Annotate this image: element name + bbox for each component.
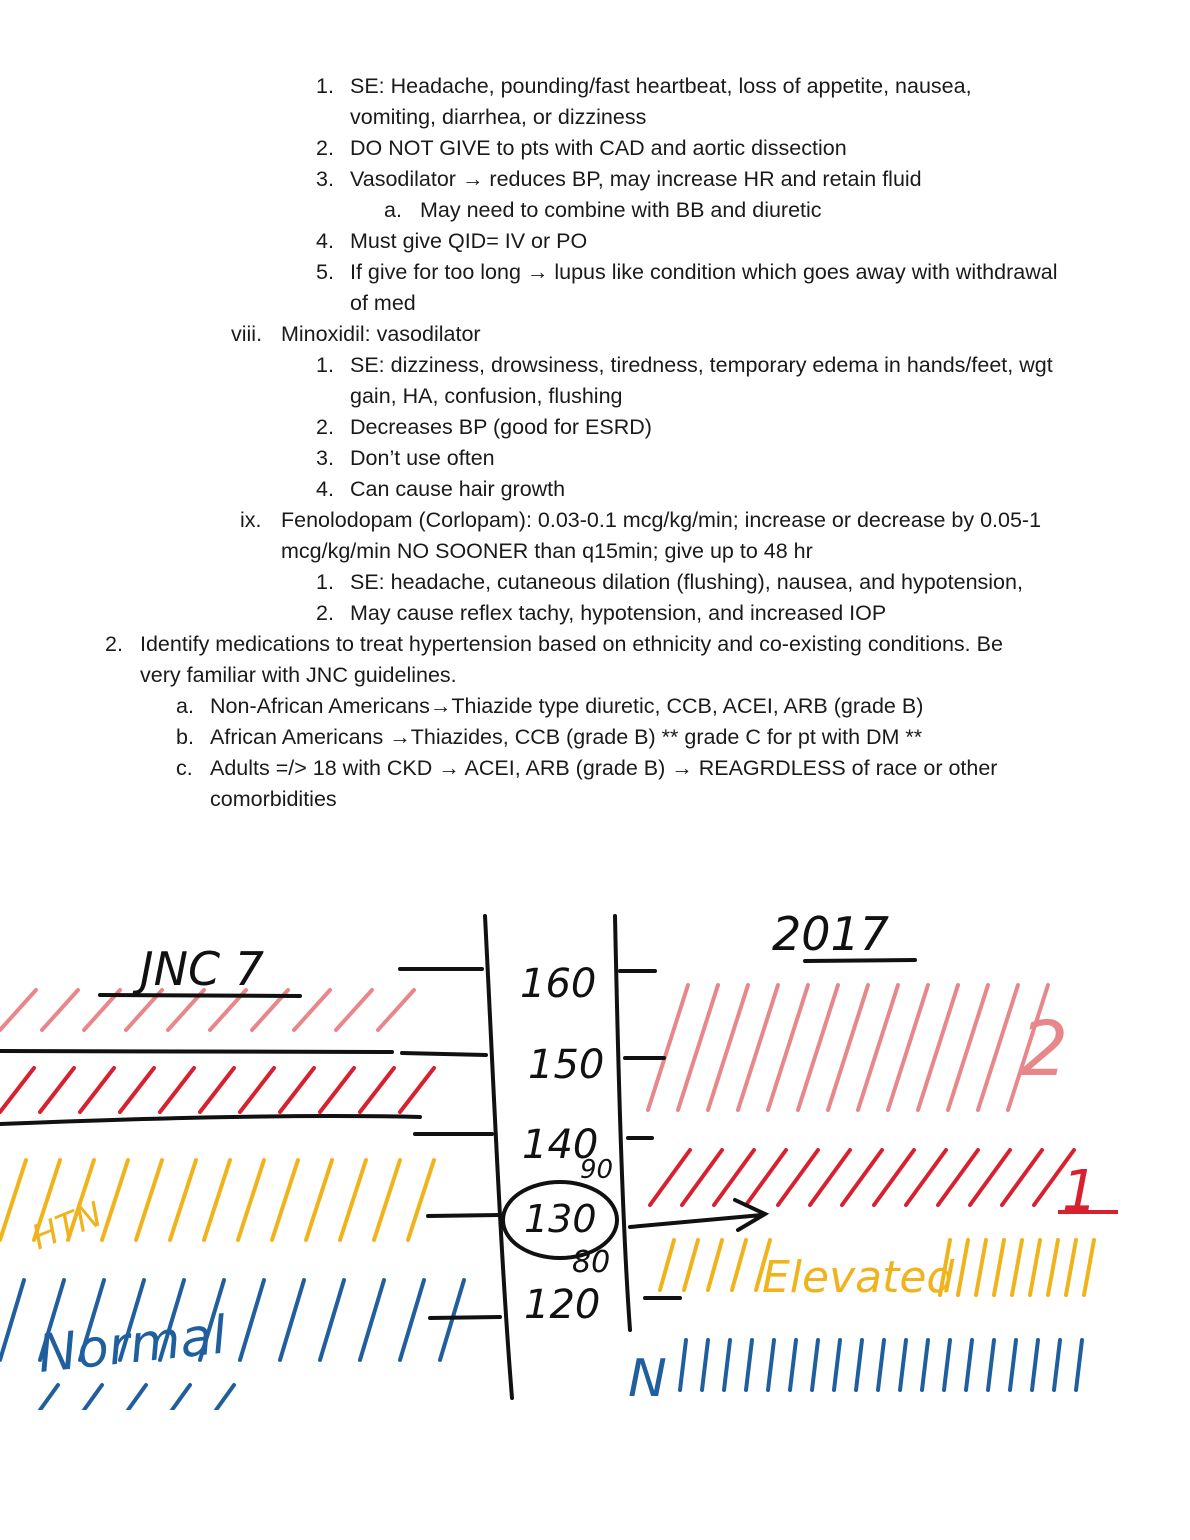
hatch-blue-right [1010, 1340, 1016, 1390]
list-marker: viii. [231, 322, 263, 346]
note-line: very familiar with JNC guidelines. [140, 663, 457, 687]
hatch-yellow-left [408, 1160, 434, 1240]
hatch-blue-right [1032, 1340, 1038, 1390]
scale-right-line [615, 916, 630, 1330]
tick-150-left [402, 1053, 486, 1055]
tick-130-left [428, 1215, 500, 1216]
list-marker: 4. [316, 477, 334, 501]
hatch-yellow-right-2 [994, 1240, 1004, 1295]
hatch-blue-left [440, 1280, 464, 1360]
scale-80: 80 [572, 1245, 611, 1280]
hatch-red-right [938, 1150, 978, 1205]
hatch-blue-left-low [128, 1385, 146, 1410]
hatch-yellow-left [340, 1160, 366, 1240]
hatch-pink-left [0, 990, 36, 1030]
scale-140: 140 [522, 1122, 599, 1168]
hatch-blue-left [240, 1280, 264, 1360]
note-line: Minoxidil: vasodilator [281, 322, 481, 346]
hatch-red-right [842, 1150, 882, 1205]
hatch-red-left [0, 1068, 34, 1112]
note-line: Non-African Americans→Thiazide type diuretic, CCB, ACEI, ARB (grade B) [210, 694, 924, 718]
note-line: gain, HA, confusion, flushing [350, 384, 623, 408]
hatch-yellow-left [238, 1160, 264, 1240]
list-marker: 2. [105, 632, 123, 656]
hatch-yellow-right [708, 1240, 722, 1290]
label-elevated: Elevated [762, 1252, 955, 1303]
hatch-blue-left-low [172, 1385, 190, 1410]
hatch-red-right [650, 1150, 690, 1205]
hatch-blue-left-low [84, 1385, 102, 1410]
hatch-blue-right [1076, 1340, 1082, 1390]
list-marker: 2. [316, 136, 334, 160]
tick-120-left [430, 1317, 500, 1318]
note-line: SE: headache, cutaneous dilation (flushing), nausea, and hypotension, [350, 570, 1023, 594]
hatch-red-left [80, 1068, 114, 1112]
hatch-blue-left-low [40, 1385, 58, 1410]
note-line: of med [350, 291, 416, 315]
hatch-yellow-left [170, 1160, 196, 1240]
hatch-blue-right [1054, 1340, 1060, 1390]
note-line: SE: dizziness, drowsiness, tiredness, temporary edema in hands/feet, wgt [350, 353, 1053, 377]
jnc-title: JNC 7 [140, 942, 264, 996]
hatch-pink-left [42, 990, 78, 1030]
note-line: Can cause hair growth [350, 477, 566, 501]
note-line: Identify medications to treat hypertension based on ethnicity and co-existing conditions. Be [140, 632, 1003, 656]
list-marker: 1. [316, 570, 334, 594]
hatch-blue-right [746, 1340, 752, 1390]
hatch-red-right [874, 1150, 914, 1205]
label-stage-1: 1 [1062, 1159, 1098, 1224]
hatch-red-left [200, 1068, 234, 1112]
hatch-red-right [810, 1150, 850, 1205]
hatch-pink-left [378, 990, 414, 1030]
hatch-yellow-right-2 [1030, 1240, 1040, 1295]
jnc-band-line-1 [0, 1051, 392, 1052]
hatch-yellow-right [660, 1240, 674, 1290]
hatch-red-right [778, 1150, 818, 1205]
note-line: Adults =/> 18 with CKD → ACEI, ARB (grade B) → REAGRDLESS of race or other [210, 756, 998, 780]
hatch-blue-left [0, 1280, 24, 1360]
label-stage-2: 2 [1020, 1004, 1069, 1093]
hatch-yellow-left [136, 1160, 162, 1240]
note-line: If give for too long → lupus like condition which goes away with withdrawal [350, 260, 1058, 284]
list-marker: b. [176, 725, 194, 749]
list-marker: 2. [316, 415, 334, 439]
label-normal: Normal [35, 1305, 230, 1385]
hatch-yellow-right-2 [1048, 1240, 1058, 1295]
hatch-red-right [906, 1150, 946, 1205]
list-marker: 4. [316, 229, 334, 253]
note-line: mcg/kg/min NO SOONER than q15min; give up to 48 hr [281, 539, 813, 563]
scale-left-line [485, 916, 512, 1398]
hatch-blue-right [790, 1340, 796, 1390]
hatch-blue-right [922, 1340, 928, 1390]
note-line: DO NOT GIVE to pts with CAD and aortic dissection [350, 136, 847, 160]
hatch-blue-right [702, 1340, 708, 1390]
hatch-yellow-right-2 [976, 1240, 986, 1295]
hatch-blue-right [680, 1340, 686, 1390]
year-title: 2017 [772, 907, 890, 961]
list-marker: a. [384, 198, 402, 222]
list-marker: 1. [316, 353, 334, 377]
hatch-blue-left-low [216, 1385, 234, 1410]
hatch-blue-left [400, 1280, 424, 1360]
hatch-red-left [400, 1068, 434, 1112]
list-marker: ix. [240, 508, 262, 532]
hatch-red-left [320, 1068, 354, 1112]
scale-130: 130 [524, 1197, 597, 1241]
note-line: comorbidities [210, 787, 337, 811]
list-marker: 3. [316, 167, 334, 191]
hatch-red-left [40, 1068, 74, 1112]
note-line: May need to combine with BB and diuretic [420, 198, 822, 222]
scale-150: 150 [528, 1042, 605, 1088]
hatch-yellow-right-2 [958, 1240, 968, 1295]
hatch-yellow-right-2 [1084, 1240, 1094, 1295]
hatch-yellow-right-2 [1012, 1240, 1022, 1295]
list-marker: 2. [316, 601, 334, 625]
note-line: SE: Headache, pounding/fast heartbeat, loss of appetite, nausea, [350, 74, 972, 98]
scale-160: 160 [520, 961, 597, 1007]
hatch-yellow-right-2 [1066, 1240, 1076, 1295]
list-marker: 3. [316, 446, 334, 470]
hatch-yellow-right [732, 1240, 746, 1290]
hatch-red-left [240, 1068, 274, 1112]
hatch-yellow-right [684, 1240, 698, 1290]
note-line: Vasodilator → reduces BP, may increase HR and retain fluid [350, 167, 922, 191]
hatch-blue-left [320, 1280, 344, 1360]
list-marker: 5. [316, 260, 334, 284]
hatch-red-left [360, 1068, 394, 1112]
scale-90: 90 [580, 1155, 614, 1185]
hatch-blue-left [360, 1280, 384, 1360]
hatch-blue-right [988, 1340, 994, 1390]
note-line: Fenolodopam (Corlopam): 0.03-0.1 mcg/kg/min; increase or decrease by 0.05-1 [281, 508, 1042, 532]
hatch-yellow-left [306, 1160, 332, 1240]
label-htn: HTN [26, 1194, 108, 1259]
hatch-blue-right [768, 1340, 774, 1390]
hatch-blue-right [812, 1340, 818, 1390]
hatch-blue-right [944, 1340, 950, 1390]
hatch-red-left [280, 1068, 314, 1112]
hatch-red-right [682, 1150, 722, 1205]
hatch-blue-right [878, 1340, 884, 1390]
bp-classification-sketch [0, 890, 1190, 1410]
hatch-red-right [746, 1150, 786, 1205]
hatch-red-right [714, 1150, 754, 1205]
hatch-yellow-left [374, 1160, 400, 1240]
note-line: May cause reflex tachy, hypotension, and increased IOP [350, 601, 887, 625]
hatch-blue-right [900, 1340, 906, 1390]
note-line: Don’t use often [350, 446, 495, 470]
list-marker: c. [176, 756, 193, 780]
list-marker: 1. [316, 74, 334, 98]
hatch-pink-left [336, 990, 372, 1030]
hatch-blue-right [834, 1340, 840, 1390]
hatch-blue-right [856, 1340, 862, 1390]
hatch-yellow-left [272, 1160, 298, 1240]
list-marker: a. [176, 694, 194, 718]
hatch-red-left [160, 1068, 194, 1112]
hatch-blue-right [966, 1340, 972, 1390]
note-line: Decreases BP (good for ESRD) [350, 415, 652, 439]
note-line: African Americans →Thiazides, CCB (grade B) ** grade C for pt with DM ** [210, 725, 923, 749]
hatch-yellow-left [204, 1160, 230, 1240]
scale-120: 120 [524, 1282, 601, 1328]
jnc-band-line-2 [0, 1116, 420, 1124]
hatch-yellow-left [0, 1160, 26, 1240]
hatch-red-right [970, 1150, 1010, 1205]
hatch-red-left [120, 1068, 154, 1112]
label-normal-n: N [628, 1349, 667, 1409]
note-line: Must give QID= IV or PO [350, 229, 588, 253]
hatch-blue-left [280, 1280, 304, 1360]
note-line: vomiting, diarrhea, or dizziness [350, 105, 647, 129]
hatch-blue-right [724, 1340, 730, 1390]
hatch-red-right [1002, 1150, 1042, 1205]
